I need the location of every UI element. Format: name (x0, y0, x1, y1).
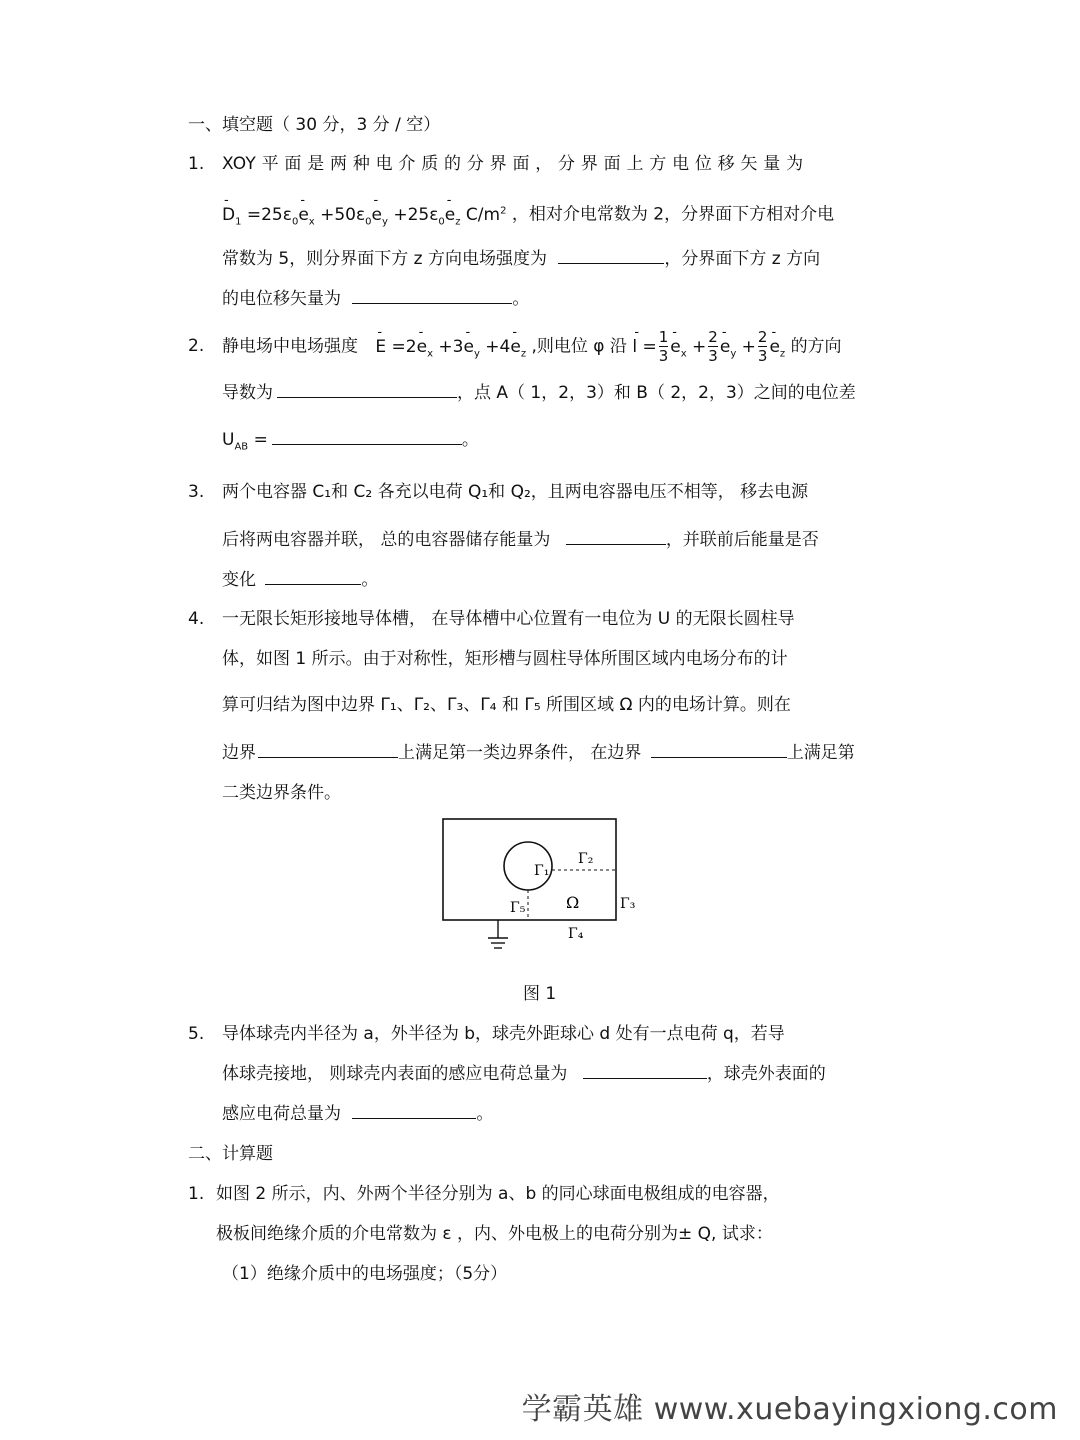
label-g4: Γ₄ (568, 926, 584, 942)
q3-line3-text: 变化 (222, 570, 256, 590)
section2-title: 二、计算题 (188, 1144, 273, 1164)
q2-mid: ,则电位 φ 沿 (531, 336, 627, 357)
watermark: 学霸英雄 www.xuebayingxiong.com (521, 1392, 1058, 1427)
q4-line5: 二类边界条件。 (222, 783, 341, 803)
q5-blank-inner[interactable] (583, 1062, 707, 1079)
figure-1-caption: 图 1 (523, 984, 557, 1004)
q5-line2-end: ，球壳外表面的 (706, 1064, 826, 1084)
q2-u-sub: AB (234, 441, 249, 453)
q2-line2 (222, 381, 856, 404)
q1-line2-text: ，相对介电常数为 2，分界面下方相对介电 (511, 204, 835, 225)
q2-line3 (222, 428, 479, 458)
q5-line2 (222, 1062, 826, 1085)
q2-line2-end: ，点 A（ 1，2，3）和 B（ 2，2，3）之间的电位差 (457, 383, 856, 403)
s2-q1-line3: （1）绝缘介质中的电场强度；（5分） (222, 1264, 508, 1284)
q4-number: 4. (188, 609, 205, 629)
q3-line3-end: 。 (361, 570, 379, 590)
label-g5: Γ₅ (510, 900, 526, 916)
q5-line3-end: 。 (476, 1104, 494, 1124)
q2-line3-end: 。 (461, 430, 479, 450)
q4-line2: 体，如图 1 所示。由于对称性，矩形槽与圆柱导体所围区域内电场分布的计 (222, 649, 788, 669)
q2-u-eq: = (253, 430, 268, 450)
q5-line1: 导体球壳内半径为 a，外半径为 b，球壳外距球心 d 处有一点电荷 q，若导 (222, 1024, 785, 1044)
q1-line3 (222, 247, 820, 270)
q4-line4-end: 上满足第 (786, 743, 855, 763)
q1-line4-text: 的电位移矢量为 (222, 289, 341, 309)
q4-blank-second[interactable] (651, 741, 787, 758)
q3-number: 3. (188, 482, 205, 502)
q2-e-formula: - E =2- $e_x +3-$ $e_y +4-$ $e_z$ (375, 337, 526, 357)
label-g3: Γ₃ (620, 896, 636, 912)
q4-line4-text: 边界 (222, 743, 256, 763)
q1-number: 1. (188, 154, 205, 174)
label-g1: Γ₁ (534, 863, 550, 879)
q1-blank-ez[interactable] (558, 247, 664, 264)
q5-line3 (222, 1102, 493, 1125)
q5-blank-outer[interactable] (352, 1102, 476, 1119)
section1-title: 一、填空题（ 30 分，3 分 / 空） (188, 115, 441, 135)
q3-line2 (222, 528, 819, 551)
q2-blank-uab[interactable] (272, 428, 462, 445)
q2-blank-derivative[interactable] (277, 381, 457, 398)
s2-q1-number: 1. (188, 1184, 205, 1204)
q2-number: 2. (188, 336, 205, 356)
q3-blank-energy[interactable] (566, 528, 666, 545)
q5-line3-text: 感应电荷总量为 (222, 1104, 341, 1124)
q3-line2-text: 后将两电容器并联， 总的电容器储存能量为 (222, 530, 551, 550)
q4-line4 (222, 741, 855, 764)
q3-line2-end: ，并联前后能量是否 (665, 530, 819, 550)
q2-line2-text: 导数为 (222, 383, 273, 403)
q3-blank-change[interactable] (265, 568, 361, 585)
figure-1-diagram (440, 816, 640, 956)
label-omega: Ω (566, 893, 580, 912)
q1-line3-text: 常数为 5，则分界面下方 z 方向电场强度为 (222, 249, 547, 269)
q2-prefix: 静电场中电场强度 (222, 336, 358, 357)
s2-q1-line1: 如图 2 所示，内、外两个半径分别为 a、b 的同心球面电极组成的电容器， (216, 1184, 780, 1204)
q5-number: 5. (188, 1024, 205, 1044)
q1-line3-end: ，分界面下方 z 方向 (664, 249, 821, 269)
q1-blank-d[interactable] (352, 287, 512, 304)
q1-line2 (222, 200, 834, 233)
q2-u-label: U (222, 430, 235, 450)
q2-l-formula: - l = $\frac{1}{3}$ - $e_x$ + $\frac{2}{3}$ - $e_y$ + $\frac{2}{3}$ - $e_z$ (632, 337, 785, 357)
q2-line1 (222, 328, 842, 372)
q2-suffix: 的方向 (790, 336, 842, 357)
figure-1 (440, 816, 640, 961)
q3-line1: 两个电容器 C₁和 C₂ 各充以电荷 Q₁和 Q₂，且两电容器电压不相等， 移去电源 (222, 482, 809, 502)
q1-line4-end: 。 (512, 289, 530, 309)
q4-line1: 一无限长矩形接地导体槽， 在导体槽中心位置有一电位为 U 的无限长圆柱导 (222, 609, 795, 629)
q3-line3 (222, 568, 378, 591)
s2-q1-line2: 极板间绝缘介质的介电常数为 ε ，内、外电极上的电荷分别为± Q, 试求： (216, 1224, 773, 1244)
q4-blank-first[interactable] (258, 741, 398, 758)
q1-line4 (222, 287, 529, 310)
q1-displacement-formula: - $D_1 =25\varepsilon_0-$ $e_x +50\varepsilon_0-$ $e_y +25\varepsilon_0-$ $e_z$ $C/m^2$ (222, 205, 506, 225)
q1-line1: XOY 平 面 是 两 种 电 介 质 的 分 界 面 ， 分 界 面 上 方 电 位 移 矢 量 为 (222, 154, 804, 174)
q4-line3: 算可归结为图中边界 Γ₁、Γ₂、Γ₃、Γ₄ 和 Γ₅ 所围区域 Ω 内的电场计算。则在 (222, 695, 791, 715)
q5-line2-text: 体球壳接地， 则球壳内表面的感应电荷总量为 (222, 1064, 568, 1084)
label-g2: Γ₂ (578, 851, 594, 867)
q4-line4-mid: 上满足第一类边界条件， 在边界 (398, 743, 642, 763)
